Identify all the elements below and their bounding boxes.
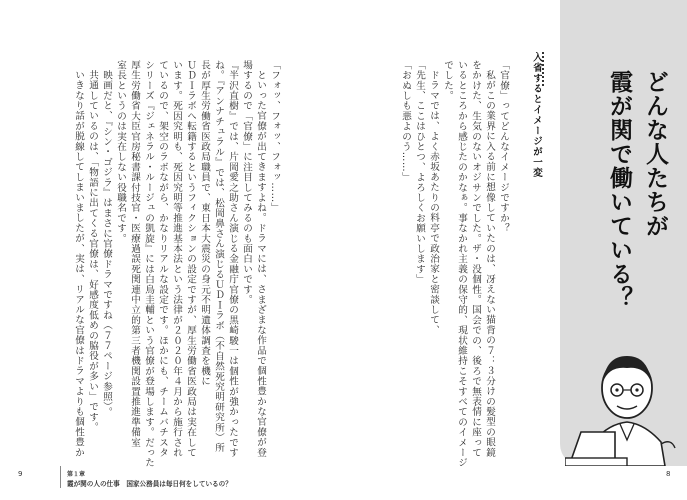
body-line: ね。『アンナチュラル』では、松岡鼻さん演じるＵＤＩラボ（不自然死究明研究所）所 — [213, 60, 224, 453]
body-line: ＵＤＩラボへ転籍するというフィクションの設定ですが、厚生労働省医政局は実在して — [185, 60, 196, 458]
body-line: シリーズ『ジェネラル・ルージュの凱旋』には白鳥圭輔という官僚が登場します。だった — [143, 60, 154, 468]
body-line: 室長というのは実在しない役職名です。 — [115, 60, 126, 244]
page-number-right: 8 — [666, 470, 671, 478]
body-line: いるところから感じたのかなぁ。事なかれ主義の保守的、現状維持こそすべてのイメージ — [456, 60, 467, 468]
body-line: ているので、架空のラボながら、かなりリアルな設定です。ほかにも、チームバチスタ — [157, 60, 168, 458]
official-at-laptop-illustration — [565, 340, 687, 466]
body-line: ドラマでは、よく赤坂あたりの料亭で政治家と密談して、 — [428, 70, 439, 336]
body-line: 共通しているのは、「物語に出てくる官僚は、好感度低めの脇役が多い」です。 — [87, 70, 98, 433]
body-line: 長が厚生労働省医政局職員で、東日本大震災の身元不明遺体調査を機に — [199, 60, 210, 387]
page-title-line-2: 霞が関で働いている？ — [606, 70, 632, 310]
body-line: 「官僚」ってどんなイメージですか？ — [498, 60, 509, 234]
chapter-label: 第１章 — [67, 471, 86, 478]
subheading-dots — [542, 52, 546, 86]
body-line: 「フォッ、フォッ、フォッ……」 — [269, 60, 280, 213]
page-number-left: 9 — [18, 470, 23, 478]
page-title-line-1: どんな人たちが — [642, 70, 668, 238]
body-line: といった官僚が出てきますよね。ドラマには、さまざまな作品で個性豊かな官僚が登 — [255, 70, 266, 458]
body-line: います。死因究明も、死因究明等推進基本法という法律が２０２０年４月から施行され — [171, 60, 182, 458]
body-line: 映画だと、『シン・ゴジラ』はまさに官僚ドラマですね（７７ページ参照）。 — [101, 70, 112, 418]
running-head: 霞が関の人の仕事 国家公務員は毎日何をしているの？ — [67, 480, 232, 488]
body-line: 場するので「官僚」に注目してみるのも面白いです。 — [241, 60, 252, 305]
body-line: 『半沢直樹』では、片岡愛之助さん演じる金融庁官僚の黒崎駿一は個性が強かったです — [227, 60, 238, 458]
footer-divider — [60, 466, 61, 488]
body-line: いきなり話が脱線してしまいましたが、実は、リアルな官僚はドラマよりも個性豊か — [73, 70, 84, 458]
body-line: 「おぬしも悪よのう……」 — [400, 60, 411, 183]
body-line: 厚生労働省大臣官房秘書課付技官・医療過誤死関連中立的第三者機関設置推進準備室 — [129, 60, 140, 448]
body-line: 「先生、ここはひとつ、よろしくお願いします」 — [414, 60, 425, 285]
body-line: をかけた、生気のないオジサンでした。ザ・没個性。国会での、後ろで無表情に座って — [470, 60, 481, 458]
body-line: 私がこの業界に入る前に想像していたのは、冴えない猫背の７：３分けの髪型の眼鏡 — [484, 70, 495, 458]
section-subheading: 入省するとイメージが一変 — [531, 52, 542, 178]
body-line: でした。 — [442, 60, 453, 101]
